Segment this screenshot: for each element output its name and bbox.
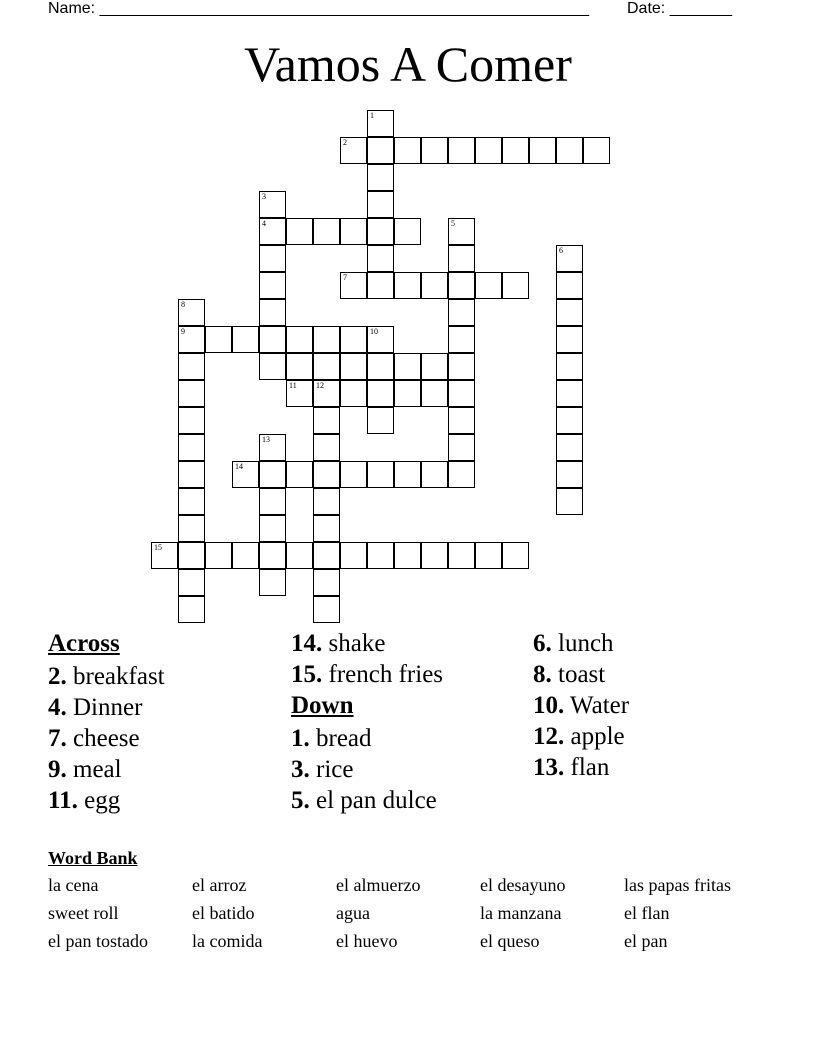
crossword-cell[interactable] bbox=[421, 272, 448, 299]
crossword-cell[interactable] bbox=[367, 380, 394, 407]
crossword-cell[interactable] bbox=[178, 434, 205, 461]
crossword-cell[interactable] bbox=[394, 137, 421, 164]
crossword-cell[interactable] bbox=[448, 407, 475, 434]
crossword-cell[interactable] bbox=[205, 326, 232, 353]
clue-number: 6. bbox=[533, 630, 552, 657]
crossword-cell[interactable] bbox=[313, 515, 340, 542]
crossword-cell[interactable] bbox=[286, 353, 313, 380]
crossword-cell[interactable] bbox=[556, 245, 583, 272]
crossword-cell[interactable] bbox=[313, 542, 340, 569]
crossword-cell[interactable] bbox=[259, 245, 286, 272]
word-bank-item: la comida bbox=[192, 931, 263, 951]
clues-column-3 bbox=[533, 628, 629, 783]
crossword-cell[interactable] bbox=[313, 461, 340, 488]
cell-number: 10 bbox=[370, 327, 378, 336]
crossword-cell[interactable] bbox=[340, 542, 367, 569]
clue-text: toast bbox=[551, 661, 606, 688]
crossword-cell[interactable] bbox=[313, 218, 340, 245]
crossword-cell[interactable] bbox=[259, 353, 286, 380]
crossword-cell[interactable] bbox=[178, 488, 205, 515]
clue-item bbox=[533, 690, 629, 721]
crossword-cell[interactable] bbox=[178, 326, 205, 353]
crossword-cell[interactable] bbox=[340, 326, 367, 353]
clue-item bbox=[48, 692, 165, 723]
clue-number: 8. bbox=[533, 661, 552, 688]
crossword-cell[interactable] bbox=[448, 353, 475, 380]
crossword-cell[interactable] bbox=[178, 380, 205, 407]
crossword-cell[interactable] bbox=[286, 326, 313, 353]
crossword-cell[interactable] bbox=[313, 434, 340, 461]
crossword-cell[interactable] bbox=[556, 488, 583, 515]
crossword-cell[interactable] bbox=[313, 353, 340, 380]
crossword-cell[interactable] bbox=[367, 326, 394, 353]
crossword-cell[interactable] bbox=[421, 353, 448, 380]
crossword-cell[interactable] bbox=[556, 434, 583, 461]
crossword-cell[interactable] bbox=[340, 353, 367, 380]
crossword-cell[interactable] bbox=[502, 137, 529, 164]
crossword-cell[interactable] bbox=[367, 218, 394, 245]
crossword-cell[interactable] bbox=[178, 299, 205, 326]
crossword-cell[interactable] bbox=[421, 380, 448, 407]
crossword-cell[interactable] bbox=[259, 542, 286, 569]
date-field[interactable]: Date: _______ bbox=[627, 0, 732, 17]
crossword-cell[interactable] bbox=[367, 191, 394, 218]
crossword-cell[interactable] bbox=[340, 380, 367, 407]
crossword-cell[interactable] bbox=[448, 137, 475, 164]
clue-item bbox=[291, 723, 443, 754]
clue-item bbox=[533, 752, 629, 783]
clue-number: 14. bbox=[291, 630, 323, 657]
crossword-cell[interactable] bbox=[313, 407, 340, 434]
crossword-cell[interactable] bbox=[259, 434, 286, 461]
clue-text: bread bbox=[309, 725, 372, 752]
clue-item bbox=[533, 721, 629, 752]
crossword-cell[interactable] bbox=[394, 461, 421, 488]
cell-number: 12 bbox=[316, 381, 324, 390]
clue-number: 5. bbox=[291, 787, 310, 814]
crossword-cell[interactable] bbox=[232, 542, 259, 569]
word-bank-item: el flan bbox=[624, 903, 670, 923]
crossword-cell[interactable] bbox=[313, 569, 340, 596]
clue-number: 9. bbox=[48, 756, 67, 783]
crossword-cell[interactable] bbox=[475, 137, 502, 164]
crossword-cell[interactable] bbox=[286, 542, 313, 569]
clue-item bbox=[291, 754, 443, 785]
crossword-cell[interactable] bbox=[178, 461, 205, 488]
clue-text: el pan dulce bbox=[309, 787, 437, 814]
crossword-cell[interactable] bbox=[313, 596, 340, 623]
word-bank-item: el desayuno bbox=[480, 875, 566, 895]
puzzle-title: Vamos A Comer bbox=[244, 36, 572, 92]
crossword-cell[interactable] bbox=[448, 245, 475, 272]
crossword-cell[interactable] bbox=[259, 218, 286, 245]
crossword-cell[interactable] bbox=[367, 461, 394, 488]
cell-number: 11 bbox=[289, 381, 297, 390]
crossword-cell[interactable] bbox=[259, 515, 286, 542]
clue-text: Dinner bbox=[66, 694, 143, 721]
word-bank-item: el pan tostado bbox=[48, 931, 148, 951]
crossword-cell[interactable] bbox=[448, 434, 475, 461]
clue-number: 3. bbox=[291, 756, 310, 783]
word-bank-item: el huevo bbox=[336, 931, 398, 951]
crossword-cell[interactable] bbox=[259, 461, 286, 488]
crossword-cell[interactable] bbox=[502, 542, 529, 569]
crossword-cell[interactable] bbox=[448, 380, 475, 407]
word-bank-list bbox=[48, 873, 768, 957]
clue-item bbox=[48, 661, 165, 692]
crossword-cell[interactable] bbox=[340, 461, 367, 488]
crossword-cell[interactable] bbox=[394, 218, 421, 245]
cell-number: 2 bbox=[343, 138, 347, 147]
crossword-cell[interactable] bbox=[205, 542, 232, 569]
crossword-cell[interactable] bbox=[259, 326, 286, 353]
crossword-cell[interactable] bbox=[367, 272, 394, 299]
clue-text: rice bbox=[309, 756, 354, 783]
crossword-cell[interactable] bbox=[286, 461, 313, 488]
clue-number: 7. bbox=[48, 725, 67, 752]
crossword-cell[interactable] bbox=[313, 380, 340, 407]
crossword-cell[interactable] bbox=[178, 596, 205, 623]
crossword-cell[interactable] bbox=[232, 461, 259, 488]
crossword-cell[interactable] bbox=[286, 380, 313, 407]
crossword-cell[interactable] bbox=[367, 110, 394, 137]
cell-number: 3 bbox=[262, 192, 266, 201]
cell-number: 9 bbox=[181, 327, 185, 336]
crossword-cell[interactable] bbox=[259, 569, 286, 596]
word-bank-item: el pan bbox=[624, 931, 668, 951]
clue-number: 4. bbox=[48, 694, 67, 721]
crossword-cell[interactable] bbox=[178, 542, 205, 569]
crossword-cell[interactable] bbox=[394, 353, 421, 380]
word-bank-title: Word Bank bbox=[48, 848, 138, 868]
cell-number: 1 bbox=[370, 111, 374, 120]
crossword-cell[interactable] bbox=[583, 137, 610, 164]
clue-text: Water bbox=[564, 692, 630, 719]
crossword-cell[interactable] bbox=[313, 326, 340, 353]
crossword-cell[interactable] bbox=[259, 299, 286, 326]
clue-item bbox=[291, 628, 443, 659]
crossword-cell[interactable] bbox=[286, 218, 313, 245]
cell-number: 8 bbox=[181, 300, 185, 309]
crossword-cell[interactable] bbox=[475, 272, 502, 299]
crossword-cell[interactable] bbox=[556, 299, 583, 326]
crossword-cell[interactable] bbox=[556, 137, 583, 164]
clue-item bbox=[291, 785, 443, 816]
clue-number: 12. bbox=[533, 723, 565, 750]
cell-number: 4 bbox=[262, 219, 266, 228]
crossword-cell[interactable] bbox=[259, 191, 286, 218]
crossword-cell[interactable] bbox=[313, 488, 340, 515]
crossword-cell[interactable] bbox=[340, 137, 367, 164]
word-bank bbox=[48, 847, 768, 957]
clue-number: 10. bbox=[533, 692, 565, 719]
crossword-cell[interactable] bbox=[529, 137, 556, 164]
cell-number: 13 bbox=[262, 435, 270, 444]
clue-text: flan bbox=[564, 754, 610, 781]
crossword-cell[interactable] bbox=[178, 515, 205, 542]
crossword-cell[interactable] bbox=[178, 353, 205, 380]
crossword-cell[interactable] bbox=[448, 272, 475, 299]
cell-number: 7 bbox=[343, 273, 347, 282]
crossword-cell[interactable] bbox=[232, 326, 259, 353]
crossword-cell[interactable] bbox=[556, 272, 583, 299]
crossword-cell[interactable] bbox=[448, 461, 475, 488]
word-bank-item: la cena bbox=[48, 875, 99, 895]
word-bank-item: las papas fritas bbox=[624, 875, 731, 895]
crossword-cell[interactable] bbox=[502, 272, 529, 299]
crossword-cell[interactable] bbox=[556, 407, 583, 434]
word-bank-item: agua bbox=[336, 903, 370, 923]
crossword-cell[interactable] bbox=[421, 542, 448, 569]
crossword-cell[interactable] bbox=[421, 137, 448, 164]
crossword-cell[interactable] bbox=[448, 326, 475, 353]
word-bank-item: el arroz bbox=[192, 875, 247, 895]
cell-number: 14 bbox=[235, 462, 243, 471]
cell-number: 6 bbox=[559, 246, 563, 255]
clue-number: 11. bbox=[48, 787, 78, 814]
clue-number: 13. bbox=[533, 754, 565, 781]
word-bank-item: sweet roll bbox=[48, 903, 119, 923]
clue-item bbox=[48, 785, 165, 816]
clue-text: breakfast bbox=[66, 663, 165, 690]
crossword-cell[interactable] bbox=[367, 353, 394, 380]
crossword-cell[interactable] bbox=[556, 326, 583, 353]
crossword-cell[interactable] bbox=[340, 218, 367, 245]
clue-text: cheese bbox=[66, 725, 140, 752]
clue-text: apple bbox=[564, 723, 625, 750]
clue-item bbox=[291, 659, 443, 690]
clue-item bbox=[533, 659, 629, 690]
clue-text: egg bbox=[77, 787, 121, 814]
clues-column-1 bbox=[48, 628, 165, 816]
crossword-cell[interactable] bbox=[367, 137, 394, 164]
crossword-cell[interactable] bbox=[394, 542, 421, 569]
crossword-cell[interactable] bbox=[178, 569, 205, 596]
crossword-cell[interactable] bbox=[556, 461, 583, 488]
crossword-cell[interactable] bbox=[421, 461, 448, 488]
crossword-cell[interactable] bbox=[367, 164, 394, 191]
clue-item bbox=[533, 628, 629, 659]
word-bank-item: el almuerzo bbox=[336, 875, 421, 895]
across-heading: Across bbox=[48, 630, 120, 657]
crossword-cell[interactable] bbox=[448, 542, 475, 569]
word-bank-item: la manzana bbox=[480, 903, 562, 923]
word-bank-item: el queso bbox=[480, 931, 540, 951]
clue-text: shake bbox=[322, 630, 386, 657]
down-heading: Down bbox=[291, 692, 354, 719]
clue-number: 1. bbox=[291, 725, 310, 752]
crossword-cell[interactable] bbox=[367, 542, 394, 569]
clue-text: meal bbox=[66, 756, 122, 783]
crossword-cell[interactable] bbox=[151, 542, 178, 569]
crossword-cell[interactable] bbox=[394, 380, 421, 407]
clue-number: 15. bbox=[291, 661, 323, 688]
clue-text: lunch bbox=[551, 630, 614, 657]
crossword-cell[interactable] bbox=[367, 407, 394, 434]
crossword-cell[interactable] bbox=[394, 272, 421, 299]
crossword-cell[interactable] bbox=[259, 272, 286, 299]
cell-number: 5 bbox=[451, 219, 455, 228]
crossword-cell[interactable] bbox=[340, 272, 367, 299]
clue-text: french fries bbox=[322, 661, 444, 688]
crossword-cell[interactable] bbox=[448, 218, 475, 245]
crossword-cell[interactable] bbox=[367, 245, 394, 272]
crossword-cell[interactable] bbox=[178, 407, 205, 434]
crossword-cell[interactable] bbox=[556, 353, 583, 380]
clue-item bbox=[48, 723, 165, 754]
clue-number: 2. bbox=[48, 663, 67, 690]
name-field[interactable]: Name: _______________________________________________________ bbox=[48, 0, 589, 17]
crossword-cell[interactable] bbox=[475, 542, 502, 569]
cell-number: 15 bbox=[154, 543, 162, 552]
word-bank-item: el batido bbox=[192, 903, 255, 923]
clues-column-2 bbox=[291, 628, 443, 816]
crossword-cell[interactable] bbox=[556, 380, 583, 407]
clue-item bbox=[48, 754, 165, 785]
crossword-cell[interactable] bbox=[259, 488, 286, 515]
crossword-cell[interactable] bbox=[448, 299, 475, 326]
